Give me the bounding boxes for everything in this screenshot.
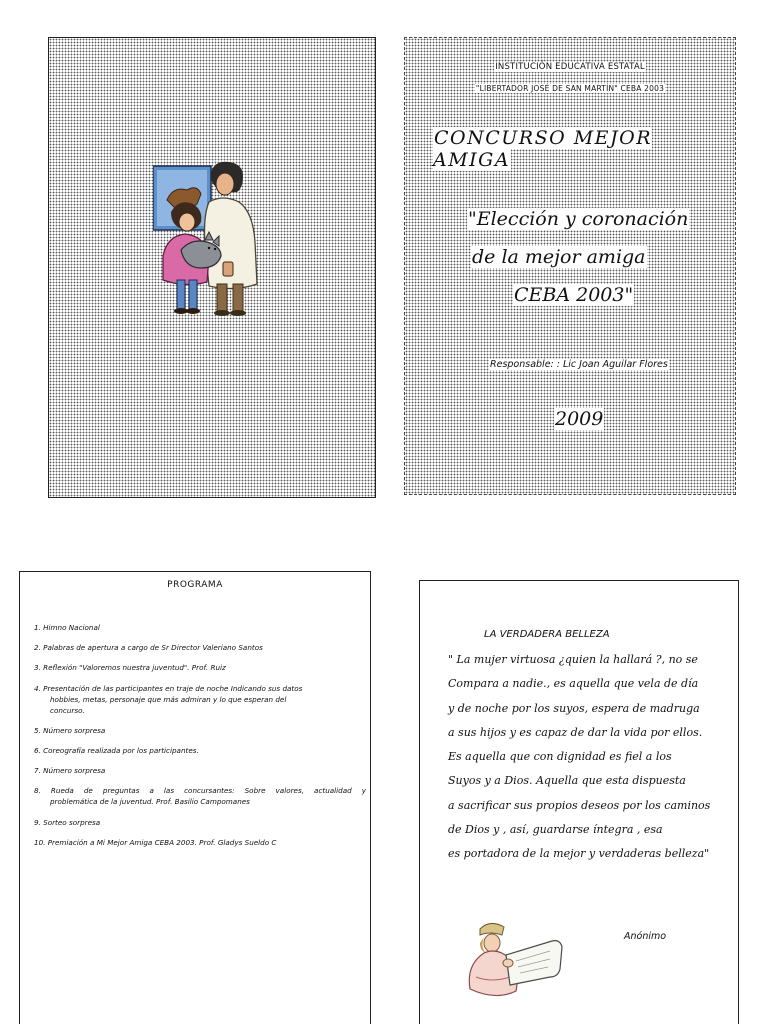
poem-line: Suyos y a Dios. Aquella que esta dispuesta [448, 774, 686, 788]
year: 2009 [555, 408, 604, 430]
poem-text [448, 653, 710, 872]
title-page [404, 37, 736, 495]
institution-subtitle: "LIBERTADOR JOSÉ DE SAN MARTÍN" CEBA 2003 [475, 84, 665, 93]
list-item: 1. Himno Nacional [34, 623, 100, 632]
list-item: 5. Número sorpresa [34, 725, 106, 735]
list-item: 3. Reflexión "Valoremos nuestra juventud". Prof. Ruiz [34, 663, 226, 673]
list-item: 7. Número sorpresa [34, 766, 106, 776]
election-line-1: "Elección y coronación [468, 208, 689, 230]
institution-name: INSTITUCIÓN EDUCATIVA ESTATAL [495, 62, 645, 72]
woman-reading-scroll-image [456, 919, 568, 1001]
poem-line: a sacrificar sus propios deseos por los caminos [448, 798, 711, 812]
program-title: PROGRAMA [167, 580, 223, 590]
poem-line: y de noche por los suyos, espera de madruga [448, 701, 700, 715]
cover-page [48, 37, 376, 498]
poem-line: a sus hijos y es capaz de dar la vida por ellos. [448, 725, 703, 739]
cover-illustration [153, 160, 275, 316]
list-item: 6. Coreografía realizada por los participantes. [34, 745, 199, 755]
list-item: 10. Premiación a Mi Mejor Amiga CEBA 2003. Prof. Gladys Sueldo C [34, 837, 277, 847]
poem-line: de Dios y , así, guardarse íntegra , esa [448, 823, 663, 837]
list-item: 4. Presentación de las participantes en traje de noche Indicando sus datos hobbies, metas, personaje que más admiran y lo que esperan del concurso. [34, 683, 303, 715]
responsible-line: Responsable: : Lic Joan Aguilar Flores [490, 359, 668, 370]
list-item: 8. Rueda de preguntas a las concursantes: Sobre valores, actualidad y problemática de la juventud. Prof. Basilio Campomanes [34, 786, 366, 807]
teacher-cat-girl-image [153, 160, 275, 316]
contest-title: CONCURSO MEJOR AMIGA [433, 127, 653, 171]
poem-title: LA VERDADERA BELLEZA [484, 629, 610, 640]
poem-line: Compara a nadie., es aquella que vela de día [448, 677, 699, 691]
election-line-2: de la mejor amiga [472, 246, 646, 268]
poem-line: es portadora de la mejor y verdaderas belleza" [448, 847, 710, 861]
list-item: 2. Palabras de apertura a cargo de Sr Director Valeriano Santos [34, 643, 263, 653]
poem-line: Es aquella que con dignidad es fiel a los [448, 750, 672, 764]
program-list [34, 622, 366, 857]
poem-illustration [456, 919, 568, 1001]
poem-page [419, 580, 739, 1024]
election-line-3: CEBA 2003" [514, 284, 634, 306]
poem-line: " La mujer virtuosa ¿quien la hallará ?, no se [448, 653, 698, 666]
list-item: 9. Sorteo sorpresa [34, 817, 101, 827]
poem-author: Anónimo [624, 931, 667, 942]
program-page [19, 571, 371, 1024]
